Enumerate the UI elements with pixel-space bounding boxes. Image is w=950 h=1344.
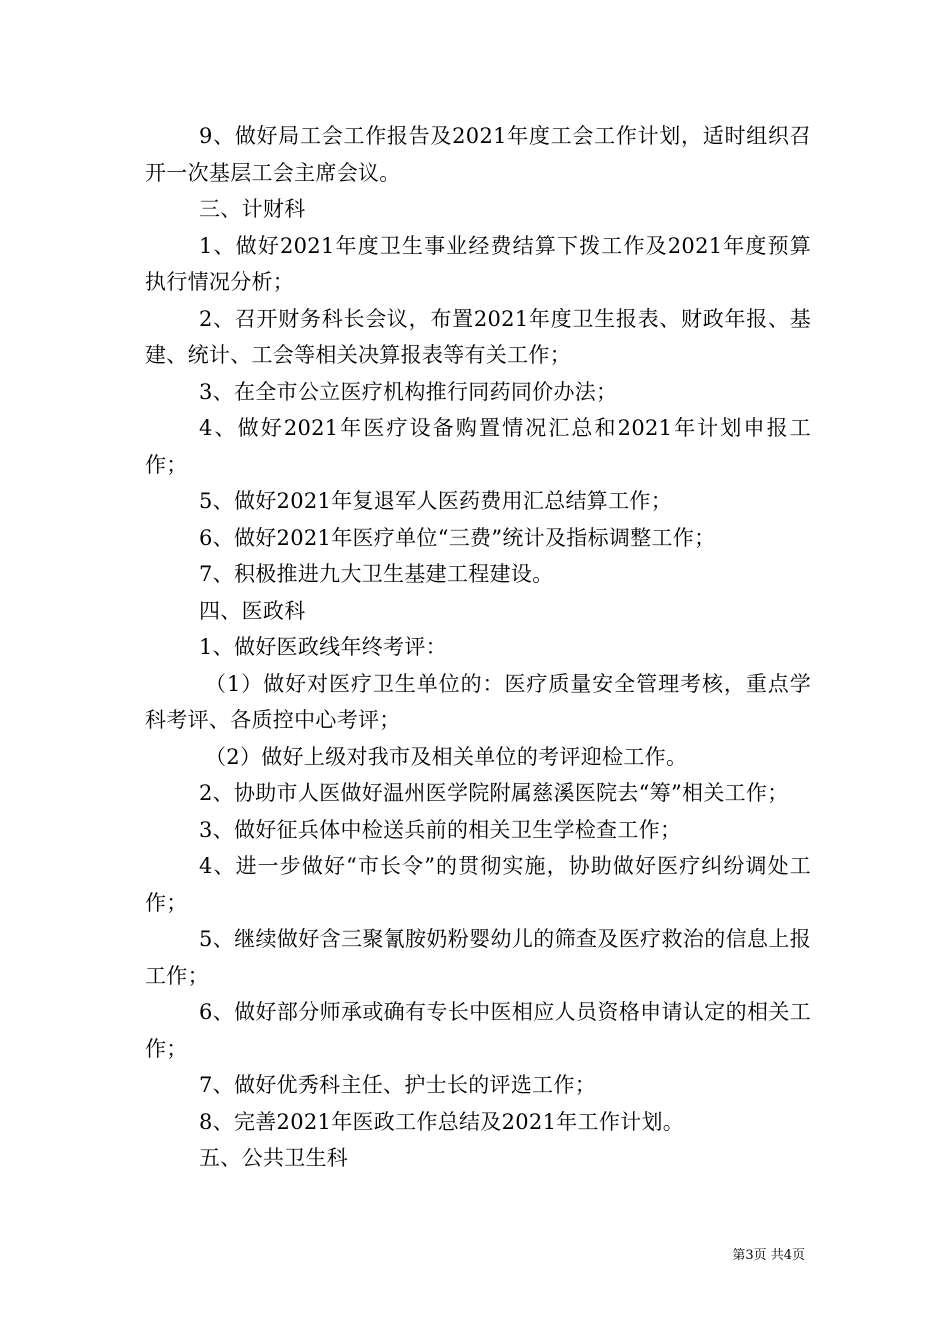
paragraph-finance-7: 7、积极推进九大卫生基建工程建设。 bbox=[199, 562, 554, 586]
paragraph-medical-1: 1、做好医政线年终考评： bbox=[199, 635, 447, 659]
section-heading-finance: 三、计财科 bbox=[199, 197, 306, 221]
paragraph-union-report: 9、做好局工会工作报告及2021年度工会工作计划，适时组织召开一次基层工会主席会议。 bbox=[145, 124, 811, 185]
paragraph-medical-7: 7、做好优秀科主任、护士长的评选工作； bbox=[199, 1073, 597, 1097]
section-heading-public-health: 五、公共卫生科 bbox=[199, 1146, 349, 1170]
paragraph-medical-3: 3、做好征兵体中检送兵前的相关卫生学检查工作； bbox=[199, 817, 682, 842]
paragraph-finance-5: 5、做好2021年复退军人医药费用汇总结算工作； bbox=[199, 489, 673, 513]
page-number: 第3页 共4页 bbox=[732, 1248, 805, 1263]
section-heading-medical-admin: 四、医政科 bbox=[199, 598, 306, 623]
paragraph-medical-6: 6、做好部分师承或确有专长中医相应人员资格申请认定的相关工作； bbox=[145, 1000, 811, 1061]
paragraph-finance-2: 2、召开财务科长会议，布置2021年度卫生报表、财政年报、基建、统计、工会等相关决算报表等有关工作； bbox=[145, 306, 811, 367]
paragraph-medical-8: 8、完善2021年医政工作总结及2021年工作计划。 bbox=[199, 1109, 685, 1134]
paragraph-finance-4: 4、做好2021年医疗设备购置情况汇总和2021年计划申报工作； bbox=[145, 416, 811, 477]
paragraph-finance-1: 1、做好2021年度卫生事业经费结算下拨工作及2021年度预算执行情况分析； bbox=[145, 233, 811, 294]
paragraph-finance-3: 3、在全市公立医疗机构推行同药同价办法； bbox=[199, 379, 618, 404]
paragraph-medical-4: 4、进一步做好“市长令”的贯彻实施，协助做好医疗纠纷调处工作； bbox=[145, 854, 811, 915]
paragraph-finance-6: 6、做好2021年医疗单位“三费”统计及指标调整工作； bbox=[199, 525, 716, 550]
paragraph-medical-2: 2、协助市人医做好温州医学院附属慈溪医院去“筹”相关工作； bbox=[199, 781, 789, 805]
document-body bbox=[145, 118, 811, 1177]
paragraph-medical-5: 5、继续做好含三聚氰胺奶粉婴幼儿的筛查及医疗救治的信息上报工作； bbox=[145, 927, 811, 988]
paragraph-medical-1-sub-2: （2）做好上级对我市及相关单位的考评迎检工作。 bbox=[205, 744, 688, 769]
paragraph-medical-1-sub-1: （1）做好对医疗卫生单位的：医疗质量安全管理考核，重点学科考评、各质控中心考评； bbox=[145, 671, 811, 732]
